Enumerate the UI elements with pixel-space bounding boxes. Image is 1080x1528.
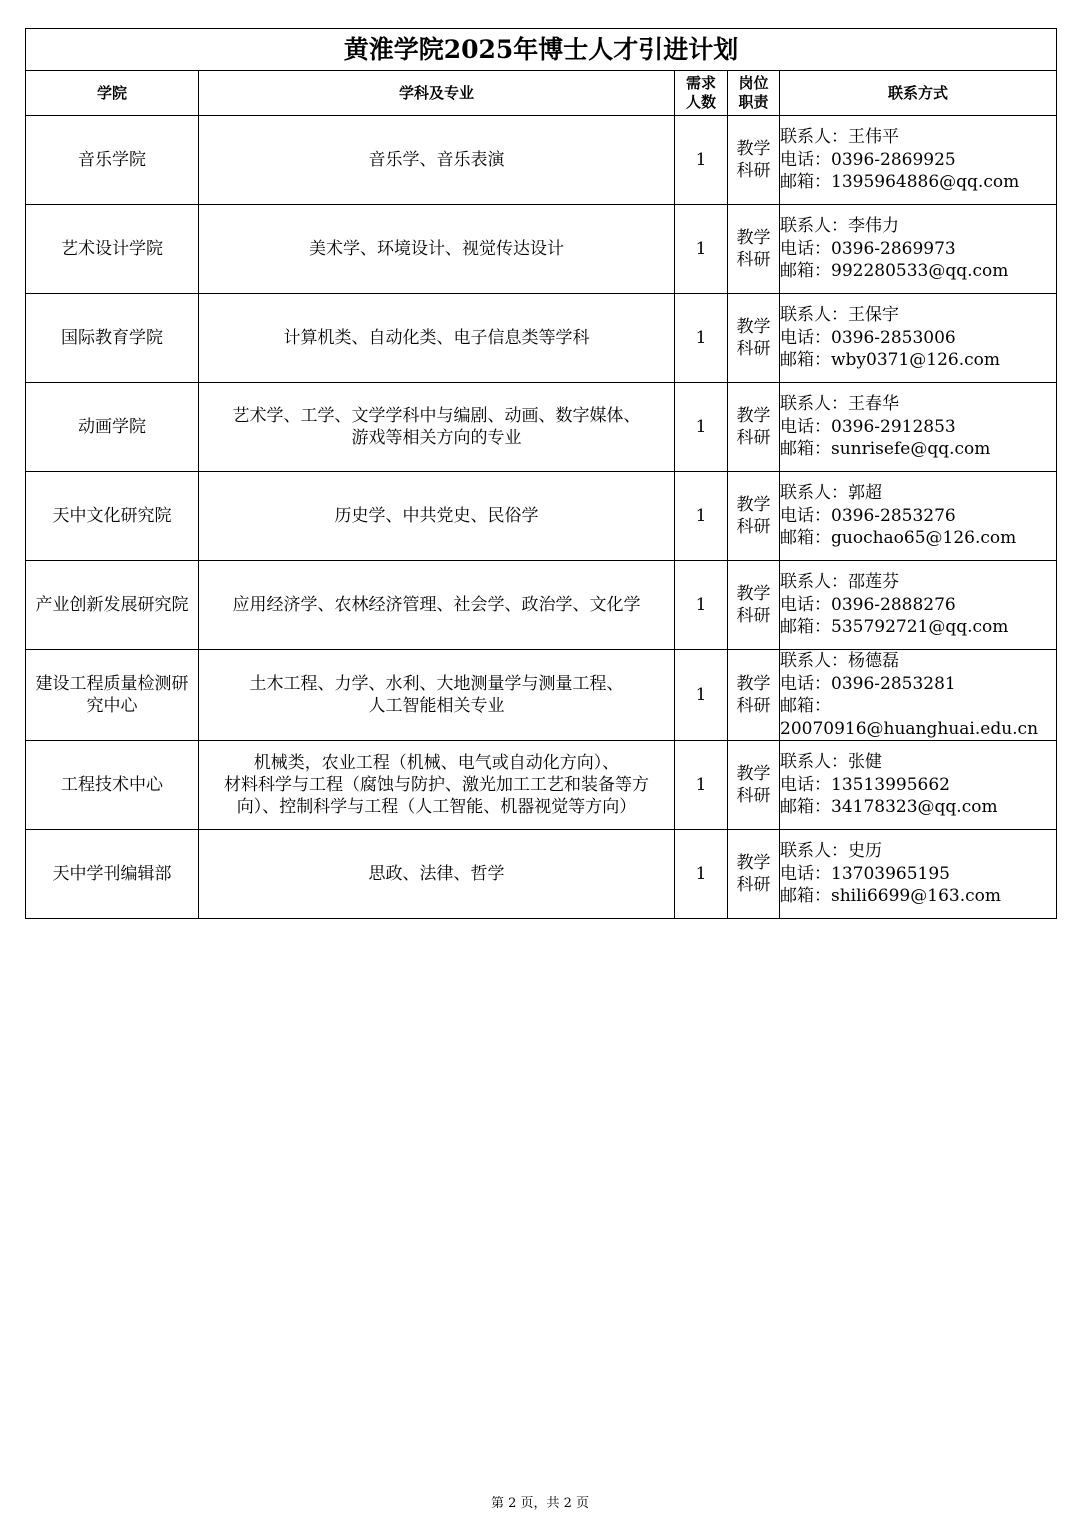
- duty-cell: [728, 472, 780, 561]
- major-line: 历史学、中共党史、民俗学: [334, 506, 539, 526]
- count-cell: 1: [675, 741, 728, 830]
- duty-line: 教学: [736, 764, 771, 784]
- duty-line: 科研: [736, 250, 771, 270]
- header-count: [675, 71, 728, 116]
- contact-line: 电话：0396-2869925: [780, 149, 956, 170]
- contact-line: 邮箱：wby0371@126.com: [780, 350, 1001, 371]
- major-cell: [199, 650, 675, 741]
- major-line: 人工智能相关专业: [368, 696, 505, 716]
- contact-line: 电话：0396-2853276: [780, 505, 956, 526]
- recruitment-table: [25, 28, 1057, 919]
- major-cell: [199, 383, 675, 472]
- major-cell: [199, 116, 675, 205]
- major-line: 游戏等相关方向的专业: [351, 428, 522, 448]
- contact-line: 电话：0396-2888276: [780, 594, 956, 615]
- duty-line: 科研: [736, 517, 771, 537]
- major-line: 土木工程、力学、水利、大地测量学与测量工程、: [249, 674, 624, 694]
- contact-line: 联系人：邵莲芬: [780, 572, 899, 593]
- header-college: 学院: [26, 71, 199, 116]
- major-cell: [199, 561, 675, 650]
- contact-line: 联系人：张健: [780, 752, 882, 773]
- count-cell: 1: [675, 205, 728, 294]
- count-cell: 1: [675, 650, 728, 741]
- table-row: [26, 116, 1057, 205]
- contact-cell: [780, 205, 1057, 294]
- contact-line: 联系人：王春华: [780, 394, 899, 415]
- contact-line: 联系人：郭超: [780, 483, 882, 504]
- duty-cell: [728, 383, 780, 472]
- duty-cell: [728, 650, 780, 741]
- contact-line: 电话：0396-2853006: [780, 327, 956, 348]
- college-line: 产业创新发展研究院: [35, 595, 189, 615]
- table-row: [26, 650, 1057, 741]
- contact-line: 邮箱：992280533@qq.com: [780, 261, 1009, 282]
- college-cell: [26, 294, 199, 383]
- header-contact: 联系方式: [780, 71, 1057, 116]
- major-cell: [199, 472, 675, 561]
- duty-line: 教学: [736, 406, 771, 426]
- table-row: [26, 741, 1057, 830]
- college-line: 建设工程质量检测研: [35, 674, 189, 694]
- duty-line: 科研: [736, 606, 771, 626]
- college-cell: [26, 830, 199, 919]
- duty-line: 科研: [736, 339, 771, 359]
- major-line: 思政、法律、哲学: [368, 864, 505, 884]
- contact-line: 联系人：李伟力: [780, 216, 899, 237]
- duty-line: 教学: [736, 495, 771, 515]
- contact-line: 联系人：王保宇: [780, 305, 899, 326]
- contact-line: 联系人：杨德磊: [780, 651, 899, 671]
- duty-line: 教学: [736, 139, 771, 159]
- contact-cell: [780, 830, 1057, 919]
- contact-line: 邮箱：1395964886@qq.com: [780, 172, 1020, 193]
- college-cell: [26, 561, 199, 650]
- header-count-line-1: 需求: [685, 74, 716, 92]
- duty-cell: [728, 294, 780, 383]
- header-duty-line-2: 职责: [738, 93, 769, 111]
- table-row: [26, 205, 1057, 294]
- contact-cell: [780, 383, 1057, 472]
- table-row: [26, 472, 1057, 561]
- count-cell: 1: [675, 116, 728, 205]
- contact-line: 电话：13703965195: [780, 863, 950, 884]
- college-line: 艺术设计学院: [61, 239, 163, 259]
- major-line: 音乐学、音乐表演: [368, 150, 505, 170]
- college-cell: [26, 472, 199, 561]
- college-line: 天中文化研究院: [52, 506, 172, 526]
- count-cell: 1: [675, 830, 728, 919]
- header-count-line-2: 人数: [685, 93, 716, 111]
- duty-line: 教学: [736, 228, 771, 248]
- major-cell: [199, 205, 675, 294]
- major-line: 机械类，农业工程（机械、电气或自动化方向）、: [253, 753, 620, 773]
- duty-line: 科研: [736, 696, 771, 716]
- contact-line: 邮箱：sunrisefe@qq.com: [780, 439, 991, 460]
- college-cell: [26, 116, 199, 205]
- duty-line: 教学: [736, 584, 771, 604]
- contact-cell: [780, 472, 1057, 561]
- major-cell: [199, 830, 675, 919]
- major-line: 应用经济学、农林经济管理、社会学、政治学、文化学: [232, 595, 641, 615]
- major-line: 美术学、环境设计、视觉传达设计: [309, 239, 564, 259]
- college-line: 工程技术中心: [61, 775, 163, 795]
- contact-line: 邮箱：535792721@qq.com: [780, 617, 1009, 638]
- contact-cell: [780, 561, 1057, 650]
- college-cell: [26, 741, 199, 830]
- table-row: [26, 294, 1057, 383]
- major-line: 材料科学与工程（腐蚀与防护、激光加工工艺和装备等方: [224, 775, 649, 795]
- college-line: 音乐学院: [78, 150, 146, 170]
- duty-line: 科研: [736, 875, 771, 895]
- page-footer: 第 2 页，共 2 页: [490, 1496, 590, 1511]
- major-line: 艺术学、工学、文学学科中与编剧、动画、数字媒体、: [232, 406, 641, 426]
- college-cell: [26, 383, 199, 472]
- duty-cell: [728, 116, 780, 205]
- header-duty-line-1: 岗位: [738, 74, 769, 92]
- contact-line: 联系人：王伟平: [780, 127, 899, 148]
- contact-line: 邮箱：34178323@qq.com: [780, 797, 998, 818]
- college-cell: [26, 205, 199, 294]
- table-body: [26, 116, 1057, 919]
- header-duty: [728, 71, 780, 116]
- count-cell: 1: [675, 561, 728, 650]
- contact-line: 邮箱：guochao65@126.com: [780, 528, 1017, 549]
- duty-cell: [728, 741, 780, 830]
- duty-cell: [728, 561, 780, 650]
- contact-line: 电话：0396-2853281: [780, 673, 956, 694]
- contact-line: 电话：0396-2869973: [780, 238, 956, 259]
- contact-line: 电话：0396-2912853: [780, 416, 956, 437]
- contact-line: 邮箱：: [780, 696, 831, 716]
- duty-cell: [728, 830, 780, 919]
- college-line: 国际教育学院: [61, 328, 163, 348]
- college-cell: [26, 650, 199, 741]
- contact-cell: [780, 116, 1057, 205]
- contact-cell: [780, 294, 1057, 383]
- header-major: 学科及专业: [199, 71, 675, 116]
- table-row: [26, 561, 1057, 650]
- table-row: [26, 383, 1057, 472]
- major-line: 计算机类、自动化类、电子信息类等学科: [283, 328, 590, 348]
- duty-line: 科研: [736, 428, 771, 448]
- count-cell: 1: [675, 383, 728, 472]
- college-line: 动画学院: [78, 417, 146, 437]
- contact-line: 电话：13513995662: [780, 774, 950, 795]
- table-row: [26, 830, 1057, 919]
- table-title: 黄淮学院2025年博士人才引进计划: [26, 29, 1057, 71]
- contact-line: 联系人：史历: [780, 841, 882, 862]
- contact-cell: [780, 741, 1057, 830]
- duty-line: 教学: [736, 674, 771, 694]
- count-cell: 1: [675, 294, 728, 383]
- duty-cell: [728, 205, 780, 294]
- count-cell: 1: [675, 472, 728, 561]
- major-cell: [199, 741, 675, 830]
- duty-line: 科研: [736, 161, 771, 181]
- duty-line: 教学: [736, 853, 771, 873]
- contact-line: 20070916@huanghuai.edu.cn: [780, 718, 1039, 739]
- header-row: [26, 71, 1057, 116]
- major-cell: [199, 294, 675, 383]
- contact-cell: [780, 650, 1057, 741]
- duty-line: 科研: [736, 786, 771, 806]
- duty-line: 教学: [736, 317, 771, 337]
- college-line: 天中学刊编辑部: [52, 864, 172, 884]
- major-line: 向）、控制科学与工程（人工智能、机器视觉等方向）: [236, 797, 637, 817]
- contact-line: 邮箱：shili6699@163.com: [780, 886, 1001, 907]
- college-line: 究中心: [86, 696, 138, 716]
